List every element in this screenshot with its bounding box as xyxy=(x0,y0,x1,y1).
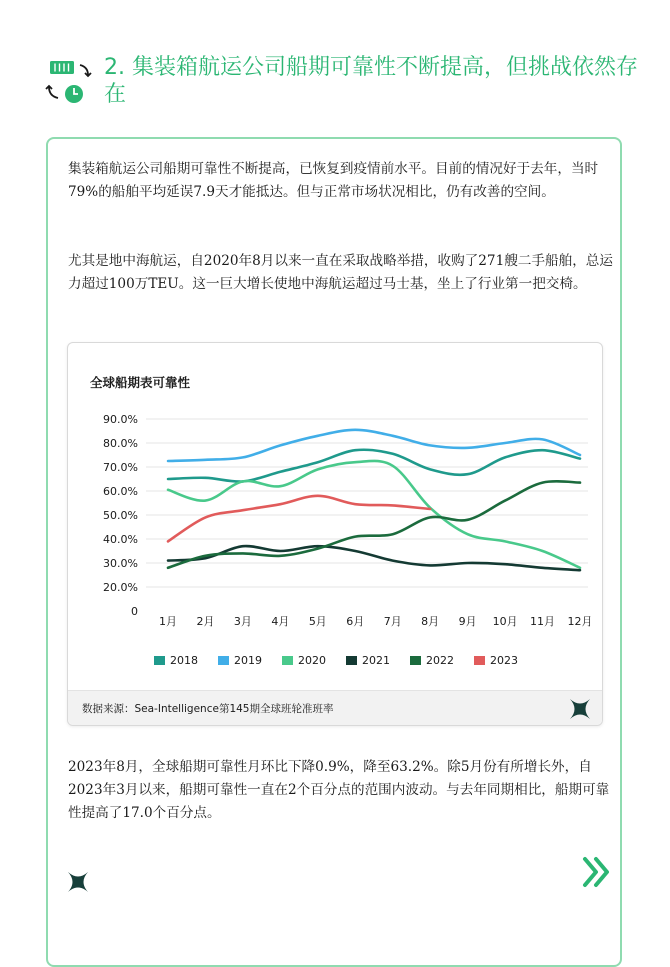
sparkle-icon xyxy=(568,697,592,721)
sparkle-icon-footer xyxy=(66,870,90,894)
legend-label: 2019 xyxy=(234,654,262,667)
y-tick-label: 90.0% xyxy=(103,413,138,426)
y-tick-label: 40.0% xyxy=(103,533,138,546)
page-title: 2. 集装箱航运公司船期可靠性不断提高，但挑战依然存在 xyxy=(104,55,638,107)
next-page-chevron-icon[interactable] xyxy=(582,855,612,889)
legend-label: 2021 xyxy=(362,654,390,667)
x-tick-label: 3月 xyxy=(233,615,252,628)
x-tick-label: 8月 xyxy=(421,615,440,628)
legend-label: 2018 xyxy=(170,654,198,667)
source-note: 数据来源：Sea-Intelligence第145期全球班轮准班率 xyxy=(82,703,334,715)
legend-swatch xyxy=(474,656,485,665)
x-tick-label: 9月 xyxy=(458,615,477,628)
legend-item-2023 xyxy=(474,654,518,667)
y-tick-label: 60.0% xyxy=(103,485,138,498)
series-line-2020 xyxy=(168,461,580,568)
x-tick-label: 11月 xyxy=(530,615,556,628)
summary-paragraph: 2023年8月，全球船期可靠性月环比下降0.9%，降至63.2%。除5月份有所增长外，自2023年3月以来，船期可靠性一直在2个百分点的范围内波动。与去年同期相比，船期可靠性提高了17.0个百分点。 xyxy=(68,759,610,821)
legend-swatch xyxy=(218,656,229,665)
x-tick-label: 7月 xyxy=(383,615,402,628)
x-tick-label: 1月 xyxy=(159,615,177,628)
y-tick-label: 30.0% xyxy=(103,557,138,570)
series-line-2019 xyxy=(168,430,580,461)
x-tick-label: 12月 xyxy=(567,615,593,628)
reliability-line-chart xyxy=(68,343,604,643)
x-tick-label: 4月 xyxy=(271,615,290,628)
legend-swatch xyxy=(410,656,421,665)
y-tick-label: 70.0% xyxy=(103,461,138,474)
source-bar xyxy=(68,690,602,725)
legend-item-2018 xyxy=(154,654,198,667)
x-tick-label: 2月 xyxy=(196,615,215,628)
series-line-2018 xyxy=(168,450,580,482)
series-line-2021 xyxy=(168,546,580,570)
legend-item-2021 xyxy=(346,654,390,667)
legend-label: 2020 xyxy=(298,654,326,667)
reliability-chart-panel xyxy=(67,342,603,726)
y-tick-label: 0 xyxy=(131,605,138,618)
x-tick-label: 10月 xyxy=(492,615,518,628)
legend-item-2022 xyxy=(410,654,454,667)
y-tick-label: 80.0% xyxy=(103,437,138,450)
legend-label: 2022 xyxy=(426,654,454,667)
x-tick-label: 5月 xyxy=(308,615,327,628)
x-tick-label: 6月 xyxy=(346,615,365,628)
legend-item-2019 xyxy=(218,654,262,667)
chart-title: 全球船期表可靠性 xyxy=(90,375,191,390)
ship-schedule-icon xyxy=(44,58,96,106)
y-tick-label: 50.0% xyxy=(103,509,138,522)
legend-swatch xyxy=(282,656,293,665)
msc-paragraph: 尤其是地中海航运，自2020年8月以来一直在采取战略举措，收购了271艘二手船舶，总运力超过100万TEU。这一巨大增长使地中海航运超过马士基，坐上了行业第一把交椅。 xyxy=(68,253,613,292)
legend-swatch xyxy=(154,656,165,665)
legend-label: 2023 xyxy=(490,654,518,667)
chart-legend xyxy=(68,649,604,668)
legend-swatch xyxy=(346,656,357,665)
intro-paragraph: 集装箱航运公司船期可靠性不断提高，已恢复到疫情前水平。目前的情况好于去年，当时79%的船舶平均延误7.9天才能抵达。但与正常市场状况相比，仍有改善的空间。 xyxy=(68,161,599,200)
y-tick-label: 20.0% xyxy=(103,581,138,594)
legend-item-2020 xyxy=(282,654,326,667)
